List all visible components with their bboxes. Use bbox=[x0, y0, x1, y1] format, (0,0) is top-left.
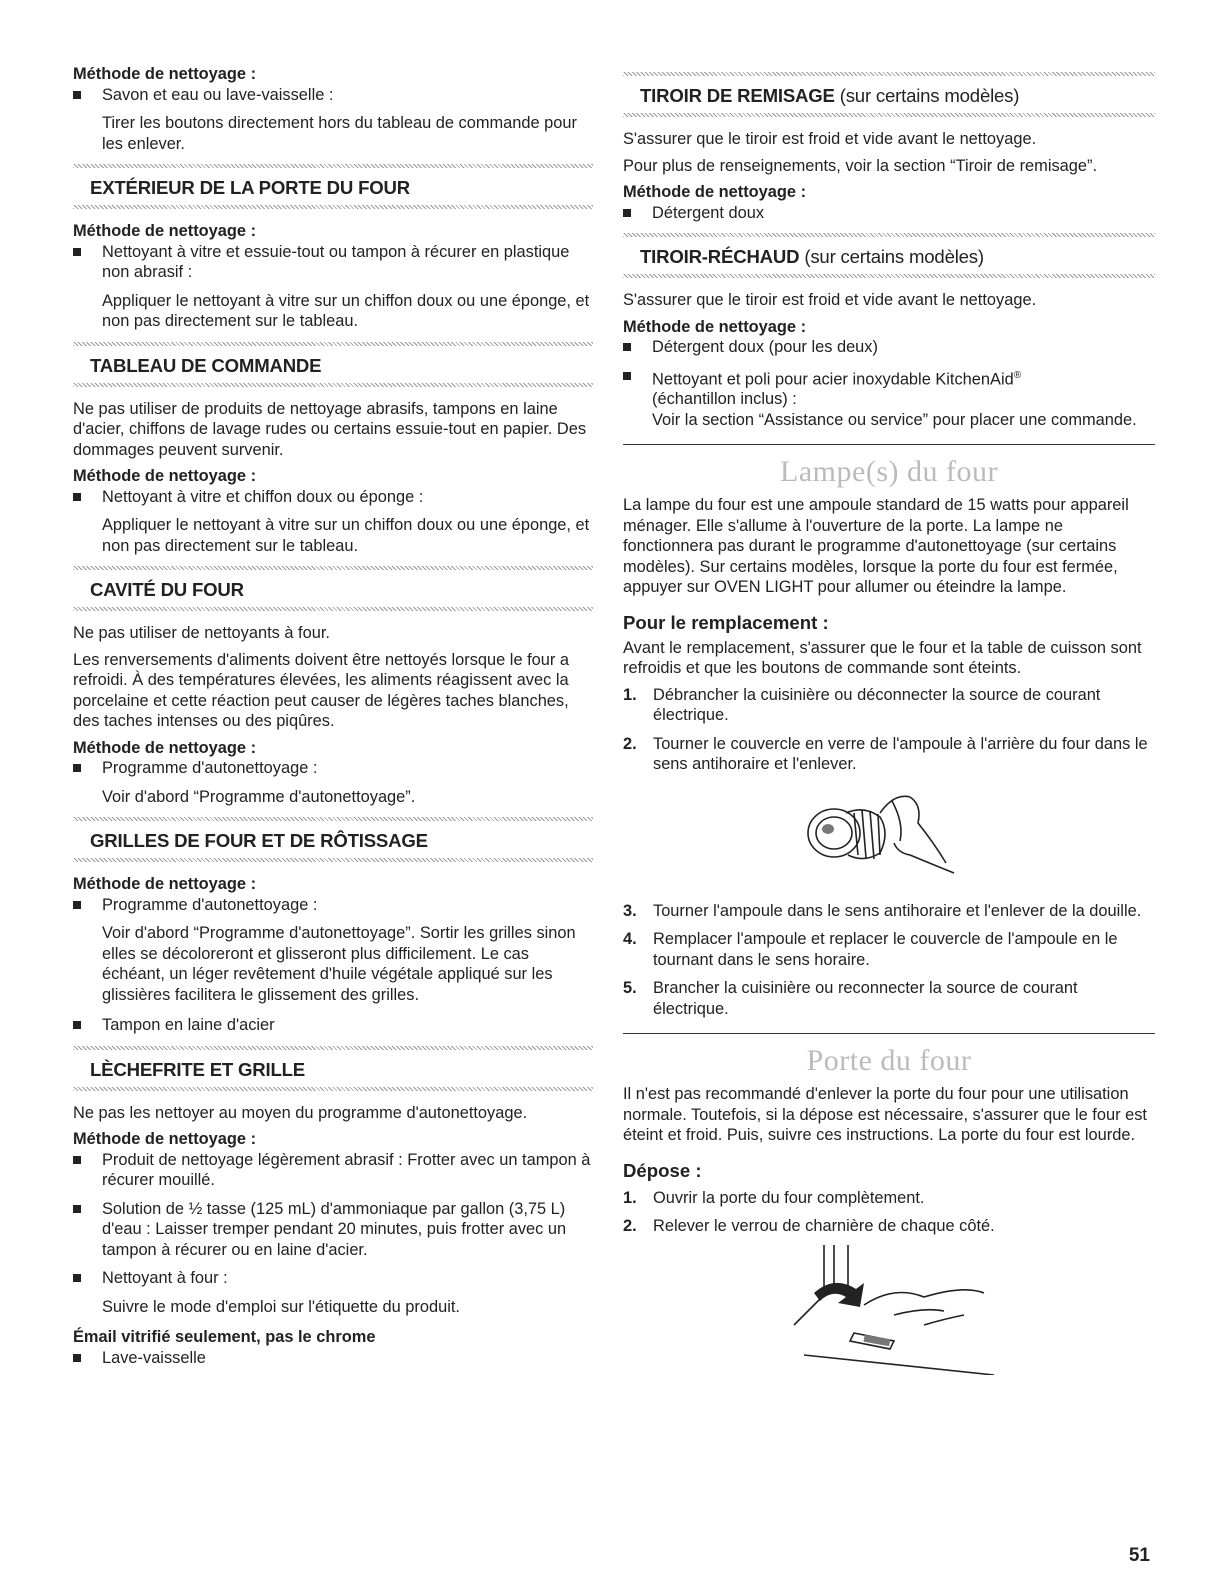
paragraph: Ne pas utiliser de nettoyants à four. bbox=[73, 624, 330, 642]
paragraph: Avant le remplacement, s'assurer que le four et la table de cuisson sont refroidis et que les boutons de commande sont éteints. bbox=[623, 638, 1142, 678]
bullet-text: (échantillon inclus) : bbox=[652, 390, 797, 409]
section-title: LÈCHEFRITE ET GRILLE bbox=[90, 1058, 305, 1080]
paragraph: Il n'est pas recommandé d'enlever la porte du four pour une utilisation normale. Toutefois, si la dépose est nécessaire, s'assurer que le four est éteint et froid. Puis, suivre ces instructions. La porte du four est lourde. bbox=[623, 1085, 1147, 1145]
method-label: Méthode de nettoyage : bbox=[623, 317, 807, 336]
bullet-item: Détergent doux bbox=[623, 203, 1155, 224]
lamp-steps-b bbox=[623, 901, 1155, 1020]
door-steps bbox=[623, 1188, 1155, 1237]
bullet-item: Produit de nettoyage légèrement abrasif : Frotter avec un tampon à récurer mouillé. bbox=[73, 1150, 593, 1191]
section-header-racks bbox=[73, 817, 593, 862]
bullet-list bbox=[73, 1348, 593, 1369]
enamel-label: Émail vitrifié seulement, pas le chrome bbox=[73, 1328, 376, 1346]
paragraph: S'assurer que le tiroir est froid et vide avant le nettoyage. bbox=[623, 130, 1037, 148]
bullet-text: Voir la section “Assistance ou service” pour placer une commande. bbox=[652, 410, 1137, 429]
bullet-item: Savon et eau ou lave-vaisselle : bbox=[73, 85, 593, 106]
method-label: Méthode de nettoyage : bbox=[73, 65, 257, 83]
step-number: 1. bbox=[623, 1188, 637, 1207]
step-text: Tourner le couvercle en verre de l'ampoule à l'arrière du four dans le sens antihoraire et l'enlever. bbox=[653, 734, 1148, 774]
step-number: 4. bbox=[623, 930, 637, 949]
step-item bbox=[623, 901, 1155, 922]
step-text: Ouvrir la porte du four complètement. bbox=[653, 1188, 925, 1207]
divider bbox=[623, 444, 1155, 445]
step-item bbox=[623, 734, 1155, 775]
paragraph: Ne pas les nettoyer au moyen du programme d'autonettoyage. bbox=[73, 1103, 528, 1122]
section-title: GRILLES DE FOUR ET DE RÔTISSAGE bbox=[90, 830, 428, 851]
section-title: TABLEAU DE COMMANDE bbox=[90, 354, 322, 376]
left-column bbox=[73, 64, 593, 1376]
step-text: Relever le verrou de charnière de chaque côté. bbox=[653, 1217, 995, 1236]
step-number: 2. bbox=[623, 734, 637, 753]
bullet-item: Nettoyant à vitre et essuie-tout ou tampon à récurer en plastique non abrasif : bbox=[73, 242, 593, 283]
bullet-text: Nettoyant et poli pour acier inoxydable KitchenAid bbox=[652, 369, 1014, 388]
bullet-item: Nettoyant à four : bbox=[73, 1268, 593, 1289]
bullet-subtext: Suivre le mode d'emploi sur l'étiquette du produit. bbox=[102, 1297, 460, 1316]
paragraph: Les renversements d'aliments doivent être nettoyés lorsque le four a refroidi. À des températures élevées, les aliments réagissent avec la porcelaine et cette réaction peut causer de légères taches blanches, des taches intenses ou des piqûres. bbox=[73, 650, 570, 730]
door-section-title: Porte du four bbox=[806, 1044, 972, 1078]
step-number: 1. bbox=[623, 685, 637, 704]
bullet-item: Programme d'autonettoyage : bbox=[73, 758, 593, 779]
step-item bbox=[623, 929, 1155, 970]
bullet-subtext: Appliquer le nettoyant à vitre sur un chiffon doux ou une éponge, et non pas directement sur le tableau. bbox=[102, 291, 590, 330]
step-item bbox=[623, 685, 1155, 726]
step-text: Tourner l'ampoule dans le sens antihoraire et l'enlever de la douille. bbox=[653, 901, 1142, 920]
section-title: EXTÉRIEUR DE LA PORTE DU FOUR bbox=[90, 177, 410, 198]
bullet-subtext: Tirer les boutons directement hors du tableau de commande pour les enlever. bbox=[102, 114, 577, 153]
bullet-list bbox=[73, 895, 593, 916]
section-title-note: (sur certains modèles) bbox=[834, 85, 1020, 106]
bullet-item: Lave-vaisselle bbox=[73, 1348, 593, 1369]
method-label: Méthode de nettoyage : bbox=[623, 183, 807, 201]
right-column bbox=[623, 64, 1155, 1383]
bullet-item: Détergent doux (pour les deux) bbox=[623, 337, 1155, 358]
section-title-note: (sur certains modèles) bbox=[799, 246, 984, 267]
lamp-steps-a bbox=[623, 685, 1155, 775]
paragraph: La lampe du four est une ampoule standard de 15 watts pour appareil ménager. Elle s'allume à l'ouverture de la porte. La lampe ne fonctionnera pas durant le programme d'autonettoyage (sur certains modèles). Sur certains modèles, lorsque la porte du four est fermée, appuyer sur OVEN LIGHT pour allumer ou éteindre la lampe. bbox=[623, 496, 1129, 597]
removal-heading: Dépose : bbox=[623, 1159, 702, 1181]
paragraph: Ne pas utiliser de produits de nettoyage abrasifs, tampons en laine d'acier, chiffons de lavage rudes ou certains essuie-tout en papier. Des dommages peuvent survenir. bbox=[73, 399, 587, 459]
step-number: 5. bbox=[623, 979, 637, 998]
section-title-bold: TIROIR-RÉCHAUD bbox=[640, 246, 800, 267]
hinge-lock-illustration bbox=[774, 1245, 1004, 1375]
paragraph: Pour plus de renseignements, voir la section “Tiroir de remisage”. bbox=[623, 156, 1098, 175]
bullet-item: Programme d'autonettoyage : bbox=[73, 895, 593, 916]
bullet-subtext: Voir d'abord “Programme d'autonettoyage”. bbox=[102, 787, 416, 806]
section-title-bold: TIROIR DE REMISAGE bbox=[640, 85, 835, 106]
method-label: Méthode de nettoyage : bbox=[73, 1130, 257, 1148]
bullet-item bbox=[623, 366, 1155, 431]
step-text: Brancher la cuisinière ou reconnecter la source de courant électrique. bbox=[653, 979, 1078, 1018]
step-item bbox=[623, 978, 1155, 1019]
section-header-broiler-pan bbox=[73, 1046, 593, 1091]
section-header-door-exterior bbox=[73, 164, 593, 209]
method-label: Méthode de nettoyage : bbox=[73, 467, 257, 485]
bullet-item: Tampon en laine d'acier bbox=[73, 1015, 593, 1036]
section-header-warming-drawer bbox=[623, 233, 1155, 278]
bullet-list bbox=[73, 758, 593, 779]
bullet-subtext: Voir d'abord “Programme d'autonettoyage”. Sortir les grilles sinon elles se décoloreront et glisseront plus difficilement. Le cas échéant, un léger revêtement d'huile végétale appliqué sur les glissières facilitera le glissement des grilles. bbox=[102, 924, 576, 1004]
page-number: 51 bbox=[1128, 1545, 1150, 1566]
replacement-heading: Pour le remplacement : bbox=[623, 611, 829, 633]
method-label: Méthode de nettoyage : bbox=[73, 875, 257, 893]
bullet-item: Solution de ½ tasse (125 mL) d'ammoniaque par gallon (3,75 L) d'eau : Laisser tremper pendant 20 minutes, puis frotter avec un tampon à récurer ou en laine d'acier. bbox=[73, 1199, 593, 1261]
section-header-control-panel bbox=[73, 342, 593, 387]
section-header-storage-drawer bbox=[623, 72, 1155, 117]
bullet-list bbox=[623, 337, 1155, 430]
step-text: Remplacer l'ampoule et replacer le couvercle de l'ampoule en le tournant dans le sens horaire. bbox=[653, 930, 1118, 969]
divider bbox=[623, 1033, 1155, 1034]
step-text: Débrancher la cuisinière ou déconnecter la source de courant électrique. bbox=[653, 685, 1101, 725]
bullet-list bbox=[623, 203, 1155, 224]
step-number: 3. bbox=[623, 901, 637, 920]
step-item bbox=[623, 1216, 1155, 1237]
method-label: Méthode de nettoyage : bbox=[73, 738, 257, 757]
bullet-subtext: Appliquer le nettoyant à vitre sur un chiffon doux ou une éponge, et non pas directement sur le tableau. bbox=[102, 516, 590, 555]
bullet-list bbox=[73, 487, 593, 508]
bullet-list bbox=[73, 242, 593, 283]
paragraph: S'assurer que le tiroir est froid et vide avant le nettoyage. bbox=[623, 291, 1037, 309]
lamp-section-title: Lampe(s) du four bbox=[780, 455, 998, 489]
bullet-item: Nettoyant à vitre et chiffon doux ou éponge : bbox=[73, 487, 593, 508]
bulb-cover-illustration bbox=[794, 783, 984, 893]
method-label: Méthode de nettoyage : bbox=[73, 222, 257, 240]
bullet-list bbox=[73, 1150, 593, 1289]
step-number: 2. bbox=[623, 1217, 637, 1236]
section-title bbox=[623, 246, 1155, 268]
registered-mark: ® bbox=[1013, 369, 1022, 381]
step-item bbox=[623, 1188, 1155, 1209]
bullet-list bbox=[73, 1015, 593, 1036]
section-title bbox=[623, 85, 1155, 107]
bullet-list bbox=[73, 85, 593, 106]
section-title: CAVITÉ DU FOUR bbox=[90, 579, 244, 600]
section-header-oven-cavity bbox=[73, 566, 593, 611]
